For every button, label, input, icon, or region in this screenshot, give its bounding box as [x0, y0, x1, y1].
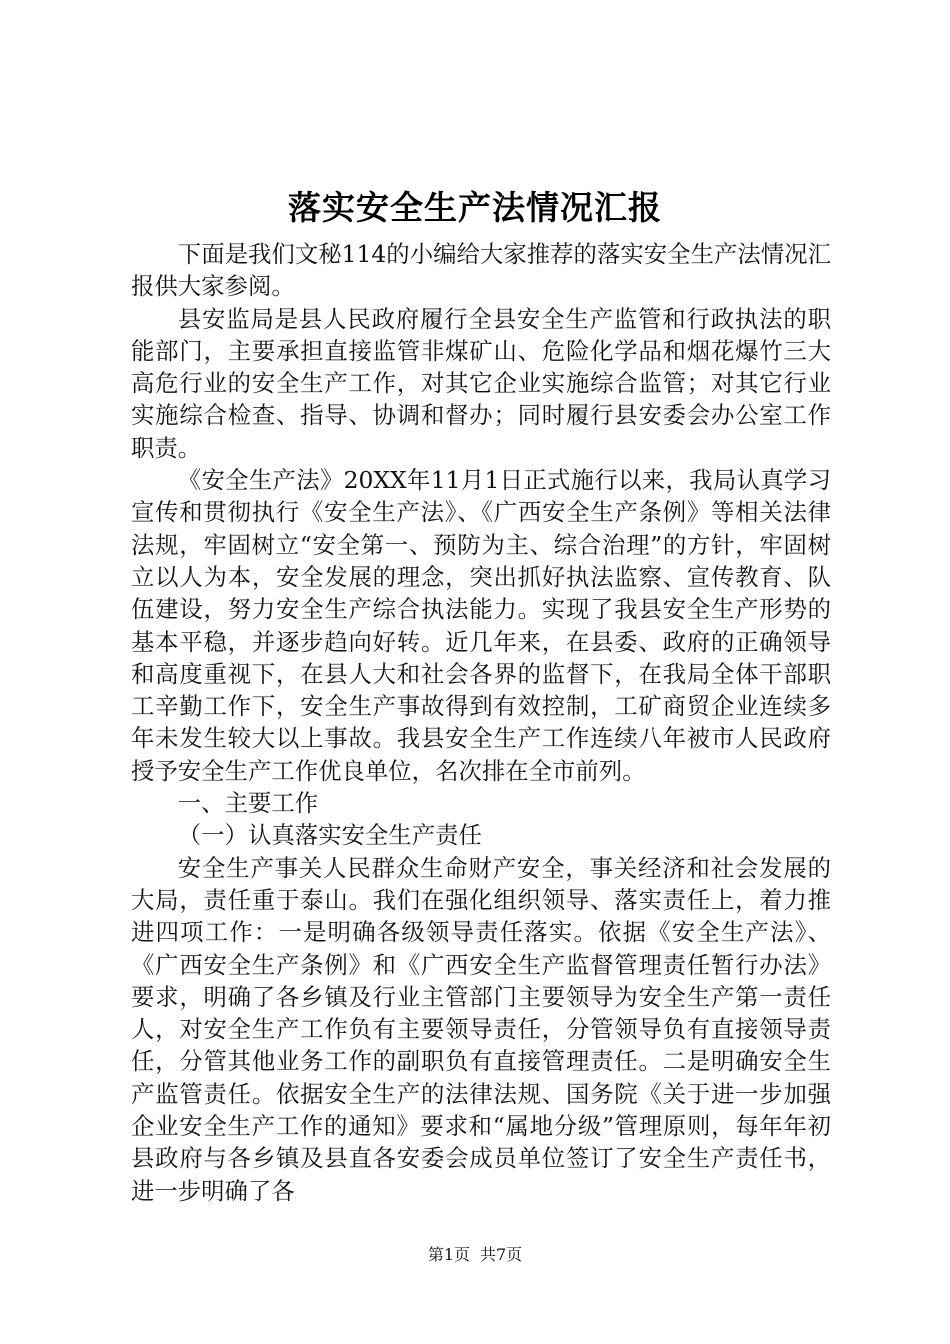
paragraph-responsibility: 安全生产事关人民群众生命财产安全，事关经济和社会发展的大局，责任重于泰山。我们在强化组织领导、落实责任上，着力推进四项工作：一是明确各级领导责任落实。依据《安全生产法》、《广西安全生产条例》和《广西安全生产监督管理责任暂行办法》要求，明确了各乡镇及行业主管部门主要领导为安全生产第一责任人，对安全生产工作负有主要领导责任，分管领导负有直接领导责任，分管其他业务工作的副职负有直接管理责任。二是明确安全生产监管责任。依据安全生产的法律法规、国务院《关于进一步加强企业安全生产工作的通知》要求和“属地分级”管理原则，每年年初县政府与各乡镇及县直各安委会成员单位签订了安全生产责任书，进一步明确了各	[131, 853, 831, 1205]
page-total: 共7页	[480, 1245, 523, 1264]
paragraph-intro: 下面是我们文秘114的小编给大家推荐的落实安全生产法情况汇报供大家参阅。	[131, 240, 831, 301]
paragraph-law-implementation: 《安全生产法》20XX年11月1日正式施行以来，我局认真学习宣传和贯彻执行《安全生产法》、《广西安全生产条例》等相关法律法规，牢固树立“安全第一、预防为主、综合治理”的方针，牢固树立以人为本，安全发展的理念，突出抓好执法监察、宣传教育、队伍建设，努力安全生产综合执法能力。实现了我县安全生产形势的基本平稳，并逐步趋向好转。近几年来，在县委、政府的正确领导和高度重视下，在县人大和社会各界的监督下，在我局全体干部职工辛勤工作下，安全生产事故得到有效控制，工矿商贸企业连续多年未发生较大以上事故。我县安全生产工作连续八年被市人民政府授予安全生产工作优良单位，名次排在全市前列。	[131, 466, 831, 785]
page-number: 第1页	[427, 1245, 470, 1264]
paragraph-agency-role: 县安监局是县人民政府履行全县安全生产监管和行政执法的职能部门，主要承担直接监管非煤矿山、危险化学品和烟花爆竹三大高危行业的安全生产工作，对其它企业实施综合监管；对其它行业实施综合检查、指导、协调和督办；同时履行县安委会办公室工作职责。	[131, 304, 831, 462]
document-title: 落实安全生产法情况汇报	[288, 188, 662, 227]
page-footer	[0, 1244, 950, 1266]
subsection-heading: （一）认真落实安全生产责任	[177, 821, 482, 850]
document-body	[131, 238, 831, 1207]
section-heading: 一、主要工作	[177, 789, 319, 818]
